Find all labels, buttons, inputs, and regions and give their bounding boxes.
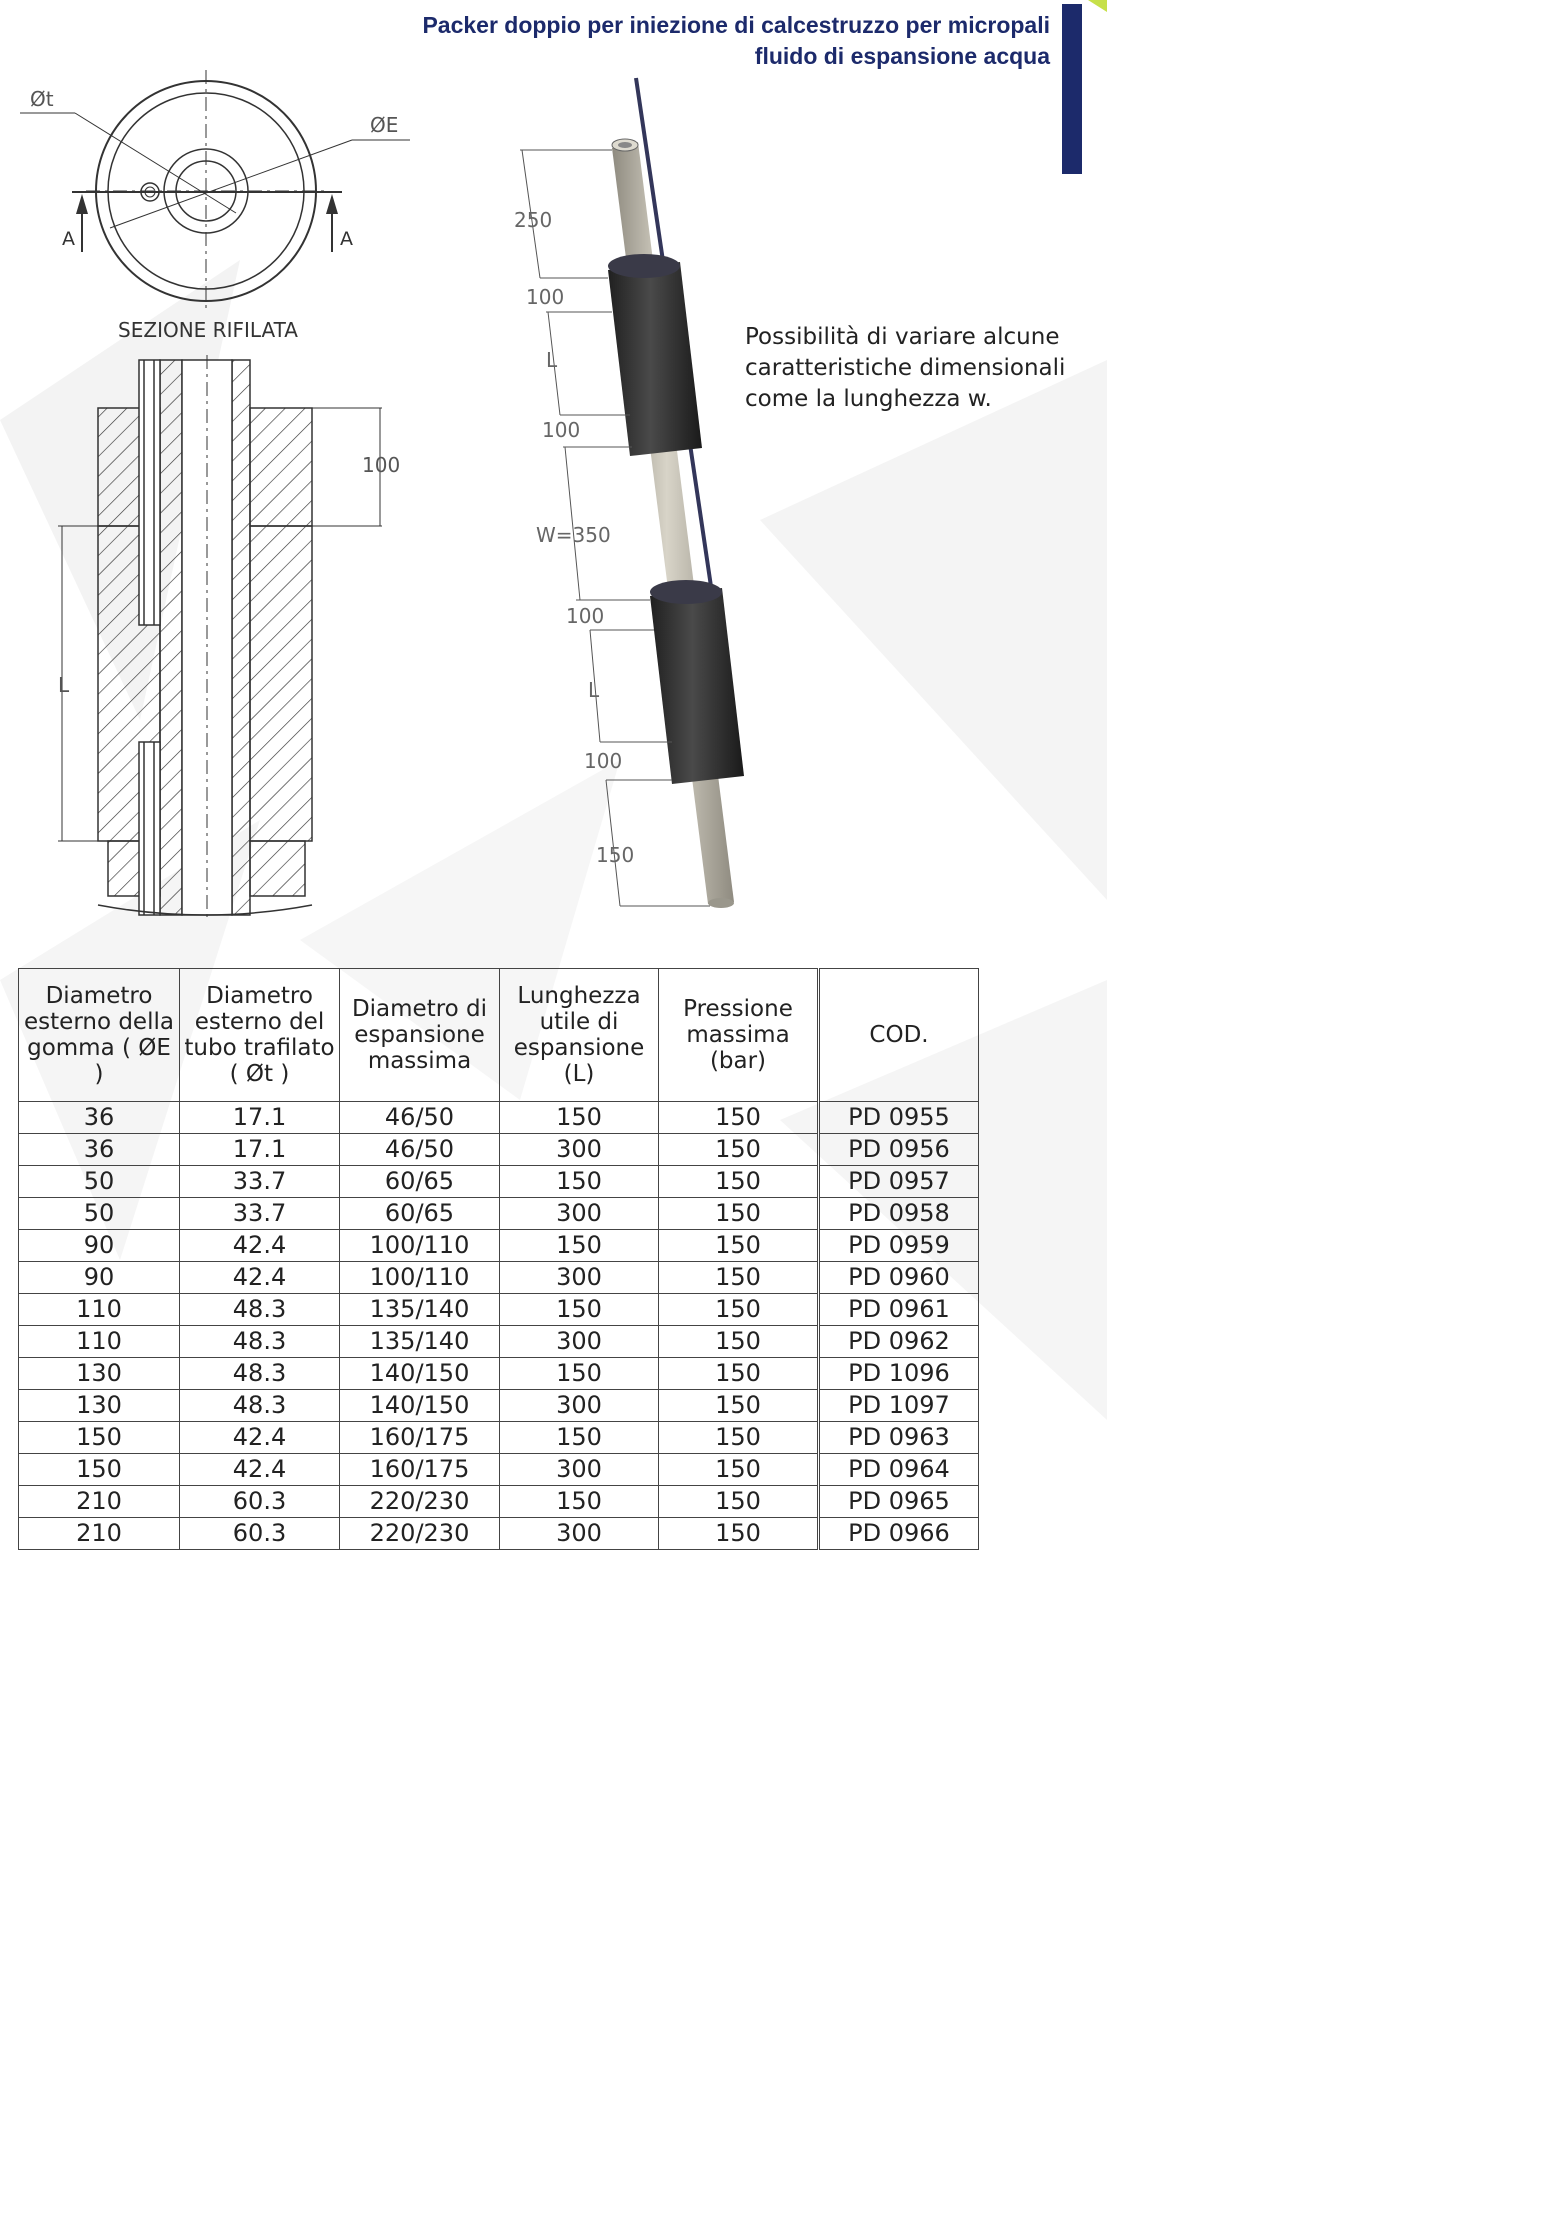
cell-expansion-diameter: 220/230 <box>340 1518 500 1550</box>
cell-max-pressure: 150 <box>659 1262 819 1294</box>
cell-expansion-diameter: 135/140 <box>340 1326 500 1358</box>
cell-tube-diameter: 33.7 <box>180 1166 340 1198</box>
cell-rubber-diameter: 150 <box>19 1454 180 1486</box>
header-max-pressure: Pressione massima (bar) <box>659 969 819 1102</box>
cell-expansion-diameter: 160/175 <box>340 1454 500 1486</box>
cell-rubber-diameter: 90 <box>19 1230 180 1262</box>
table-row <box>19 1262 979 1294</box>
cell-rubber-diameter: 90 <box>19 1262 180 1294</box>
table-row <box>19 1102 979 1134</box>
cell-tube-diameter: 42.4 <box>180 1422 340 1454</box>
cell-max-pressure: 150 <box>659 1326 819 1358</box>
customization-note: Possibilità di variare alcune caratteristiche dimensionali come la lunghezza w. <box>745 324 1066 412</box>
dim-w350: W=350 <box>536 523 611 547</box>
cut-dim-100: 100 <box>362 453 401 477</box>
cell-code: PD 0957 <box>819 1166 979 1198</box>
cell-rubber-diameter: 130 <box>19 1358 180 1390</box>
cell-expansion-length: 150 <box>500 1422 659 1454</box>
cell-expansion-diameter: 160/175 <box>340 1422 500 1454</box>
cell-rubber-diameter: 110 <box>19 1294 180 1326</box>
cell-max-pressure: 150 <box>659 1198 819 1230</box>
table-row <box>19 1518 979 1550</box>
table-row <box>19 1134 979 1166</box>
cell-expansion-length: 300 <box>500 1454 659 1486</box>
cell-expansion-length: 300 <box>500 1326 659 1358</box>
cell-max-pressure: 150 <box>659 1390 819 1422</box>
table-row <box>19 1422 979 1454</box>
cell-tube-diameter: 48.3 <box>180 1358 340 1390</box>
table-header-row <box>19 969 979 1102</box>
cell-max-pressure: 150 <box>659 1486 819 1518</box>
table-row <box>19 1166 979 1198</box>
cell-rubber-diameter: 50 <box>19 1198 180 1230</box>
cell-expansion-diameter: 100/110 <box>340 1262 500 1294</box>
cell-max-pressure: 150 <box>659 1454 819 1486</box>
cell-expansion-length: 150 <box>500 1230 659 1262</box>
header-rubber-outer-diameter: Diametro esterno della gomma ( ØE ) <box>19 969 180 1102</box>
cell-rubber-diameter: 150 <box>19 1422 180 1454</box>
cell-expansion-length: 300 <box>500 1262 659 1294</box>
title-line-2: fluido di espansione acqua <box>754 43 1050 69</box>
cell-tube-diameter: 42.4 <box>180 1230 340 1262</box>
dim-250: 250 <box>514 208 553 232</box>
cell-max-pressure: 150 <box>659 1422 819 1454</box>
cell-expansion-diameter: 140/150 <box>340 1390 500 1422</box>
section-mark-left: A <box>62 228 75 250</box>
cell-expansion-diameter: 46/50 <box>340 1102 500 1134</box>
cell-expansion-diameter: 60/65 <box>340 1198 500 1230</box>
table-row <box>19 1454 979 1486</box>
cell-code: PD 0962 <box>819 1326 979 1358</box>
technical-drawing <box>0 60 1107 960</box>
cell-rubber-diameter: 210 <box>19 1518 180 1550</box>
cell-max-pressure: 150 <box>659 1358 819 1390</box>
table-row <box>19 1294 979 1326</box>
cell-expansion-length: 150 <box>500 1166 659 1198</box>
cell-max-pressure: 150 <box>659 1230 819 1262</box>
header-tube-outer-diameter: Diametro esterno del tubo trafilato ( Øt ) <box>180 969 340 1102</box>
cell-expansion-length: 300 <box>500 1134 659 1166</box>
cell-tube-diameter: 60.3 <box>180 1486 340 1518</box>
cell-expansion-length: 150 <box>500 1102 659 1134</box>
cell-tube-diameter: 42.4 <box>180 1454 340 1486</box>
cell-tube-diameter: 60.3 <box>180 1518 340 1550</box>
cell-rubber-diameter: 110 <box>19 1326 180 1358</box>
specification-table <box>18 968 979 1550</box>
header-code: COD. <box>819 969 979 1102</box>
cell-code: PD 0964 <box>819 1454 979 1486</box>
cell-rubber-diameter: 50 <box>19 1166 180 1198</box>
cell-tube-diameter: 42.4 <box>180 1262 340 1294</box>
cell-max-pressure: 150 <box>659 1518 819 1550</box>
packer-3d-view <box>608 78 744 908</box>
cut-dim-l: L <box>58 673 70 697</box>
cell-expansion-diameter: 140/150 <box>340 1358 500 1390</box>
cell-expansion-length: 300 <box>500 1518 659 1550</box>
cell-tube-diameter: 48.3 <box>180 1390 340 1422</box>
cell-code: PD 0960 <box>819 1262 979 1294</box>
cell-max-pressure: 150 <box>659 1166 819 1198</box>
cell-code: PD 0963 <box>819 1422 979 1454</box>
section-mark-right: A <box>340 228 353 250</box>
cell-max-pressure: 150 <box>659 1294 819 1326</box>
cell-expansion-length: 300 <box>500 1390 659 1422</box>
circular-section-view <box>20 70 410 312</box>
section-caption: SEZIONE RIFILATA <box>118 318 298 342</box>
cell-expansion-diameter: 46/50 <box>340 1134 500 1166</box>
cell-expansion-diameter: 135/140 <box>340 1294 500 1326</box>
cell-expansion-diameter: 100/110 <box>340 1230 500 1262</box>
dim-100-b: 100 <box>542 418 581 442</box>
cell-max-pressure: 150 <box>659 1134 819 1166</box>
cell-code: PD 0965 <box>819 1486 979 1518</box>
cell-expansion-diameter: 60/65 <box>340 1166 500 1198</box>
header-useful-expansion-length: Lunghezza utile di espansione (L) <box>500 969 659 1102</box>
table-row <box>19 1358 979 1390</box>
cell-tube-diameter: 33.7 <box>180 1198 340 1230</box>
cell-tube-diameter: 17.1 <box>180 1102 340 1134</box>
table-row <box>19 1486 979 1518</box>
cell-expansion-length: 150 <box>500 1294 659 1326</box>
longitudinal-section-view <box>58 355 382 920</box>
dim-150: 150 <box>596 843 635 867</box>
dim-100-c: 100 <box>566 604 605 628</box>
cell-code: PD 1097 <box>819 1390 979 1422</box>
cell-max-pressure: 150 <box>659 1102 819 1134</box>
cell-code: PD 0955 <box>819 1102 979 1134</box>
cell-rubber-diameter: 130 <box>19 1390 180 1422</box>
cell-tube-diameter: 48.3 <box>180 1294 340 1326</box>
table-row <box>19 1198 979 1230</box>
table-row <box>19 1326 979 1358</box>
cell-tube-diameter: 48.3 <box>180 1326 340 1358</box>
cell-rubber-diameter: 36 <box>19 1134 180 1166</box>
phi-e-label: ØE <box>370 113 399 137</box>
cell-code: PD 1096 <box>819 1358 979 1390</box>
cell-expansion-length: 150 <box>500 1486 659 1518</box>
cell-code: PD 0958 <box>819 1198 979 1230</box>
phi-t-label: Øt <box>30 87 54 111</box>
cell-tube-diameter: 17.1 <box>180 1134 340 1166</box>
cell-code: PD 0961 <box>819 1294 979 1326</box>
cell-code: PD 0959 <box>819 1230 979 1262</box>
table-row <box>19 1230 979 1262</box>
table-row <box>19 1390 979 1422</box>
cell-expansion-diameter: 220/230 <box>340 1486 500 1518</box>
dim-100-a: 100 <box>526 285 565 309</box>
cell-rubber-diameter: 210 <box>19 1486 180 1518</box>
cell-rubber-diameter: 36 <box>19 1102 180 1134</box>
header-max-expansion-diameter: Diametro di espansione massima <box>340 969 500 1102</box>
dim-100-d: 100 <box>584 749 623 773</box>
cell-code: PD 0966 <box>819 1518 979 1550</box>
dim-l-a: L <box>546 348 558 372</box>
dim-l-b: L <box>588 678 600 702</box>
cell-expansion-length: 150 <box>500 1358 659 1390</box>
cell-expansion-length: 300 <box>500 1198 659 1230</box>
cell-code: PD 0956 <box>819 1134 979 1166</box>
header-accent-shape <box>1088 0 1107 12</box>
title-line-1: Packer doppio per iniezione di calcestruzzo per micropali <box>422 12 1050 38</box>
